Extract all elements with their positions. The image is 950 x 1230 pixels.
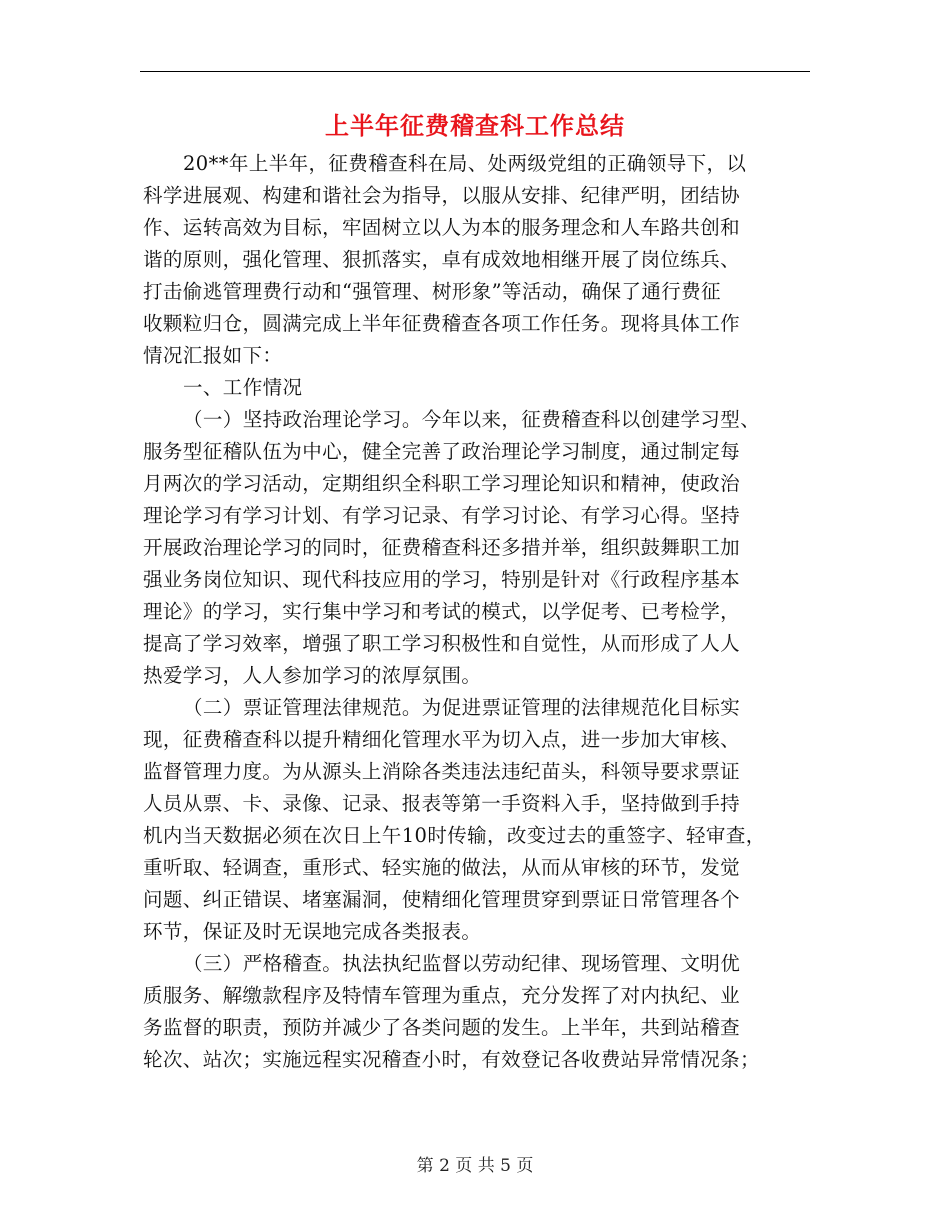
header-rule	[140, 71, 810, 72]
body-line: 提高了学习效率，增强了职工学习积极性和自觉性，从而形成了人人	[143, 632, 741, 655]
body-line: 质服务、解缴款程序及特情车管理为重点，充分发挥了对内执纪、业	[143, 984, 741, 1007]
body-line: 20**年上半年，征费稽查科在局、处两级党组的正确领导下，以	[183, 152, 747, 175]
document-title: 上半年征费稽查科工作总结	[325, 111, 625, 140]
body-line: 热爱学习，人人参加学习的浓厚氛围。	[143, 664, 482, 687]
body-line: 监督管理力度。为从源头上消除各类违法违纪苗头，科领导要求票证	[143, 760, 741, 783]
subsection-start-line: （三）严格稽查。执法执纪监督以劳动纪律、现场管理、文明优	[183, 952, 741, 975]
body-line: 打击偷逃管理费行动和“强管理、树形象”等活动，确保了通行费征	[143, 280, 721, 303]
body-line: 人员从票、卡、录像、记录、报表等第一手资料入手，坚持做到手持	[143, 792, 741, 815]
body-line: 谐的原则，强化管理、狠抓落实，卓有成效地相继开展了岗位练兵、	[143, 248, 741, 271]
document-body	[143, 148, 813, 1076]
body-line: 理论》的学习，实行集中学习和考试的模式，以学促考、已考检学，	[143, 600, 741, 623]
body-line: 轮次、站次；实施远程实况稽查小时，有效登记各收费站异常情况条；	[143, 1048, 760, 1071]
body-line: 强业务岗位知识、现代科技应用的学习，特别是针对《行政程序基本	[143, 568, 741, 591]
body-line: 作、运转高效为目标，牢固树立以人为本的服务理念和人车路共创和	[143, 216, 741, 239]
body-line: 务监督的职责，预防并减少了各类问题的发生。上半年，共到站稽查	[143, 1016, 741, 1039]
body-line: 问题、纠正错误、堵塞漏洞，使精细化管理贯穿到票证日常管理各个	[143, 888, 741, 911]
subsection-start-line: （一）坚持政治理论学习。今年以来，征费稽查科以创建学习型、	[183, 408, 761, 431]
body-line: 月两次的学习活动，定期组织全科职工学习理论知识和精神，使政治	[143, 472, 741, 495]
page-number: 第 2 页 共 5 页	[416, 1156, 534, 1176]
body-line: 服务型征稽队伍为中心，健全完善了政治理论学习制度，通过制定每	[143, 440, 741, 463]
subsection-start-line: （二）票证管理法律规范。为促进票证管理的法律规范化目标实	[183, 696, 741, 719]
body-line: 情况汇报如下：	[143, 344, 283, 367]
body-line: 收颗粒归仓，圆满完成上半年征费稽查各项工作任务。现将具体工作	[143, 312, 741, 335]
body-line: 机内当天数据必须在次日上午10时传输，改变过去的重签字、轻审查，	[143, 824, 766, 847]
body-line: 环节，保证及时无误地完成各类报表。	[143, 920, 482, 943]
body-line: 科学进展观、构建和谐社会为指导，以服从安排、纪律严明，团结协	[143, 184, 741, 207]
section-heading: 一、工作情况	[183, 376, 303, 399]
body-line: 开展政治理论学习的同时，征费稽查科还多措并举，组织鼓舞职工加	[143, 536, 741, 559]
body-line: 理论学习有学习计划、有学习记录、有学习讨论、有学习心得。坚持	[143, 504, 741, 527]
body-line: 现，征费稽查科以提升精细化管理水平为切入点，进一步加大审核、	[143, 728, 741, 751]
body-line: 重听取、轻调查，重形式、轻实施的做法，从而从审核的环节，发觉	[143, 856, 741, 879]
